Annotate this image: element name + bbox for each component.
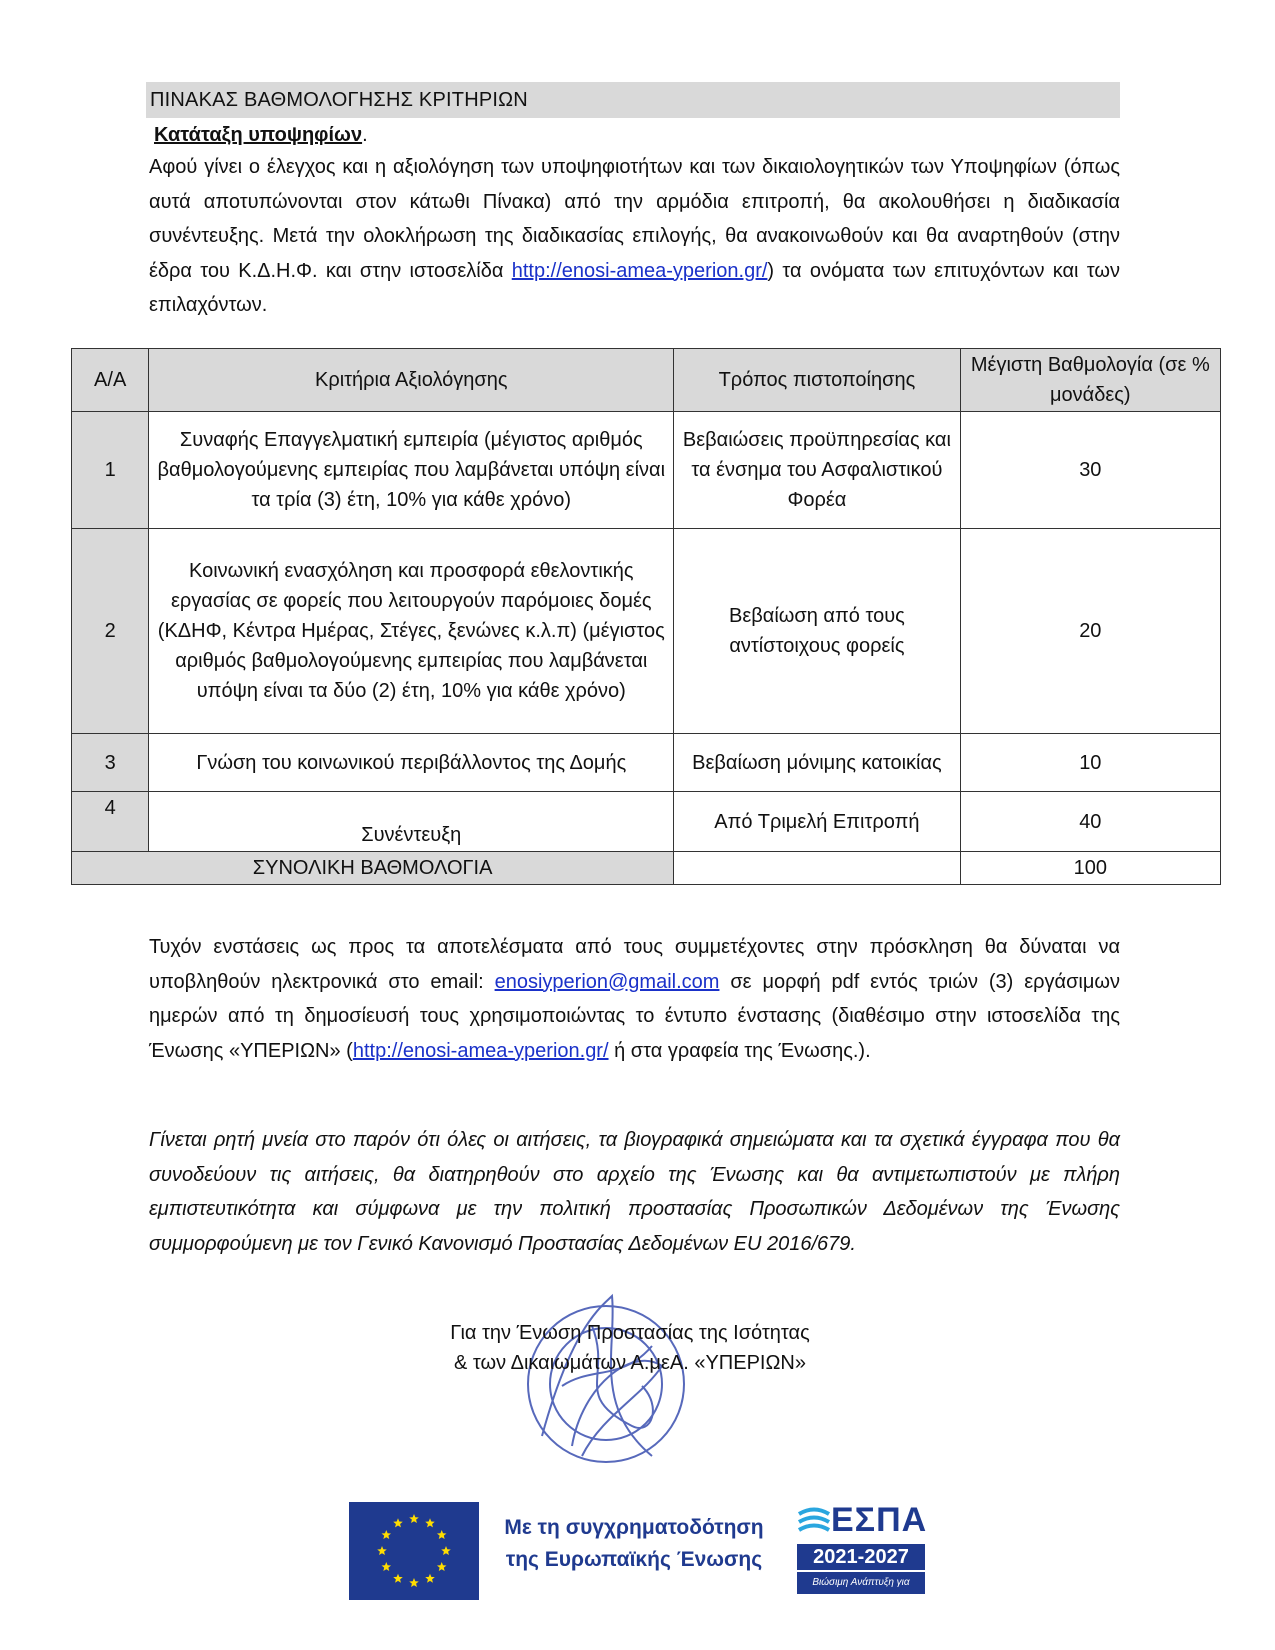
signature-block [400, 1318, 860, 1378]
row-num: 3 [72, 734, 149, 792]
row-criteria: Συναφής Επαγγελματική εμπειρία (μέγιστος αριθμός βαθμολογούμενης εμπειρίας που λαμβάνεται υπόψη είναι τα τρία (3) έτη, 10% για κάθε χρόνο) [149, 412, 674, 529]
header-num: Α/Α [72, 349, 149, 412]
table-header-row [72, 349, 1221, 412]
eu-flag-icon [349, 1502, 479, 1600]
intro-text-end: ) τα ονόματα των επιτυχόντων και των επιλαχόντων. [149, 259, 1120, 316]
eu-text-line-2: της Ευρωπαϊκής Ένωσης [505, 1548, 763, 1571]
objections-text: Τυχόν ενστάσεις ως προς τα αποτελέσματα από τους συμμετέχοντες στην πρόσκληση θα δύναται να υποβληθούν ηλεκτρονικά στο email: [149, 936, 1120, 993]
subtitle-text: Κατάταξη υποψηφίων [154, 124, 363, 146]
section-subtitle [154, 120, 368, 150]
objections-text-2: σε μορφή pdf εντός τριών (3) εργάσιμων ημερών από τη δημοσίευσή τους χρησιμοποιώντας το έντυπο ένστασης (διαθέσιμο στην ιστοσελίδα της Ένωσης «ΥΠΕΡΙΩΝ» ( [149, 970, 1120, 1062]
total-label: ΣΥΝΟΛΙΚΗ ΒΑΘΜΟΛΟΓΙΑ [72, 852, 674, 885]
row-score: 40 [960, 792, 1220, 852]
signature-line-1: Για την Ένωση Προστασίας της Ισότητας [450, 1322, 810, 1344]
privacy-paragraph: Γίνεται ρητή μνεία στο παρόν ότι όλες οι αιτήσεις, τα βιογραφικά σημειώματα και τα σχετικά έγγραφα που θα συνοδεύουν τις αιτήσεις, θα διατηρηθούν στο αρχείο της Ένωσης και θα αντιμετωπιστούν με πλήρη εμπιστευτικότητα και σύμφωνα με την πολιτική προστασίας Προσωπικών Δεδομένων της Ένωσης συμμορφούμενη με τον Γενικό Κανονισμό Προστασίας Δεδομένων EU 2016/679. [149, 1129, 1120, 1255]
row-num: 1 [72, 412, 149, 529]
objections-text-3: ή στα γραφεία της Ένωσης.). [608, 1039, 871, 1062]
espa-title: ΕΣΠΑ [831, 1501, 928, 1539]
criteria-table [71, 348, 1221, 885]
row-method: Από Τριμελή Επιτροπή [674, 792, 960, 852]
total-row [72, 852, 1221, 885]
row-criteria: Κοινωνική ενασχόληση και προσφορά εθελοντικής εργασίας σε φορείς που λειτουργούν παρόμοιες δομές (ΚΔΗΦ, Κέντρα Ημέρας, Στέγες, ξενώνες κ.λ.π) (μέγιστος αριθμός βαθμολογούμενης εμπειρίας που λαμβάνεται υπόψη είναι τα δύο (2) έτη, 10% για κάθε χρόνο) [149, 529, 674, 734]
espa-years: 2021-2027 [797, 1544, 925, 1570]
header-criteria: Κριτήρια Αξιολόγησης [149, 349, 674, 412]
website-link-2[interactable]: http://enosi-amea-yperion.gr/ [352, 1039, 609, 1062]
stamp-signature-icon [512, 1286, 700, 1474]
email-link[interactable]: enosiyperion@gmail.com [494, 970, 720, 993]
row-method: Βεβαίωση από τους αντίστοιχους φορείς [674, 529, 960, 734]
subtitle-period: . [362, 124, 368, 146]
eu-text-line-1: Με τη συγχρηματοδότηση [504, 1516, 764, 1539]
objections-paragraph [149, 930, 1120, 1068]
row-num: 4 [72, 792, 149, 852]
row-score: 30 [960, 412, 1220, 529]
row-num: 2 [72, 529, 149, 734]
row-criteria: Συνέντευξη [149, 792, 674, 852]
header-method: Τρόπος πιστοποίησης [674, 349, 960, 412]
row-criteria: Γνώση του κοινωνικού περιβάλλοντος της Δομής [149, 734, 674, 792]
row-method: Βεβαίωση μόνιμης κατοικίας [674, 734, 960, 792]
table-row [72, 412, 1221, 529]
document-title: ΠΙΝΑΚΑΣ ΒΑΘΜΟΛΟΓΗΣΗΣ ΚΡΙΤΗΡΙΩΝ [146, 82, 1120, 118]
espa-wave-icon [797, 1504, 831, 1538]
table-row [72, 792, 1221, 852]
total-empty-cell [674, 852, 960, 885]
intro-text: Αφού γίνει ο έλεγχος και η αξιολόγηση των υποψηφιοτήτων και των δικαιολογητικών των Υποψηφίων (όπως αυτά αποτυπώνονται στον κάτωθι Πίνακα) από την αρμόδια επιτροπή, θα ακολουθήσει η διαδικασία συνέντευξης. Μετά την ολοκλήρωση της διαδικασίας επιλογής, θα ανακοινωθούν και θα αναρτηθούν (στην έδρα του Κ.Δ.Η.Φ. και στην ιστοσελίδα [149, 156, 1120, 282]
header-max-score: Μέγιστη Βαθμολογία (σε % μονάδες) [960, 349, 1220, 412]
eu-cofunding-text [489, 1512, 779, 1576]
signature-line-2: & των Δικαιωμάτων Α.μεΑ. «ΥΠΕΡΙΩΝ» [454, 1352, 806, 1374]
website-link[interactable]: http://enosi-amea-yperion.gr/ [511, 259, 768, 282]
espa-logo [797, 1498, 928, 1610]
espa-slogan: Βιώσιμη Ανάπτυξη για Όλους [797, 1572, 925, 1594]
row-method: Βεβαιώσεις προϋπηρεσίας και τα ένσημα του Ασφαλιστικού Φορέα [674, 412, 960, 529]
intro-paragraph [149, 150, 1120, 323]
table-row [72, 529, 1221, 734]
table-row [72, 734, 1221, 792]
footer-logos [349, 1498, 949, 1610]
total-value: 100 [960, 852, 1220, 885]
row-score: 10 [960, 734, 1220, 792]
row-score: 20 [960, 529, 1220, 734]
